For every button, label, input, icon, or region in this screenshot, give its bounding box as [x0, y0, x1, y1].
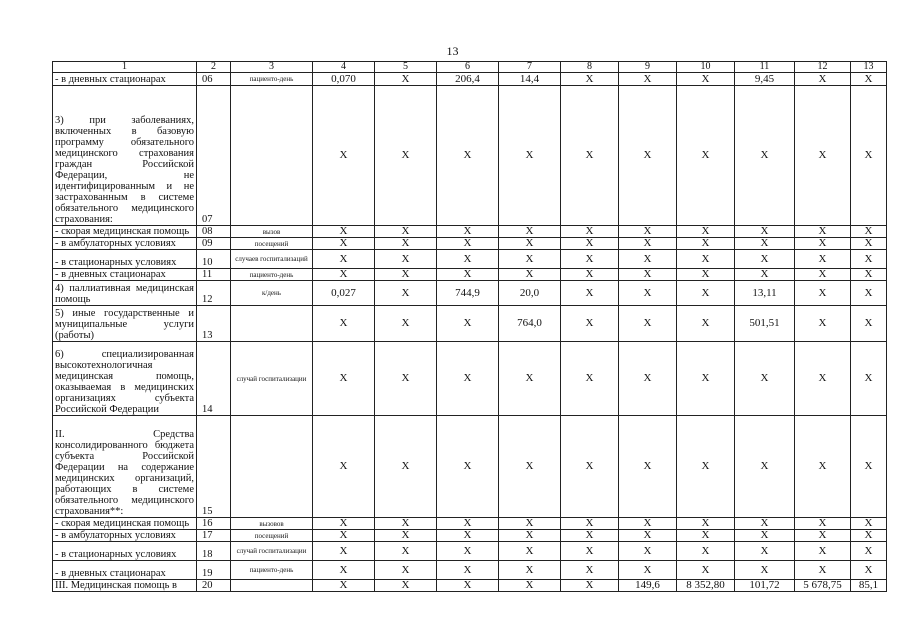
- value-cell: X: [561, 86, 619, 226]
- table-row: [53, 530, 887, 542]
- value-cell: X: [375, 269, 437, 281]
- column-header: 13: [851, 62, 887, 73]
- value-cell: X: [735, 518, 795, 530]
- value-cell: X: [313, 542, 375, 561]
- value-cell: X: [677, 306, 735, 342]
- value-cell: X: [851, 518, 887, 530]
- value-cell: X: [677, 281, 735, 306]
- value-cell: 206,4: [437, 73, 499, 86]
- row-code: 17: [197, 530, 231, 542]
- value-cell: X: [677, 530, 735, 542]
- row-unit: случаев госпитализаций: [231, 250, 313, 269]
- row-name: - скорая медицинская помощь: [53, 518, 197, 530]
- value-cell: X: [795, 281, 851, 306]
- value-cell: X: [795, 518, 851, 530]
- value-cell: X: [313, 416, 375, 518]
- value-cell: X: [499, 580, 561, 592]
- value-cell: X: [619, 518, 677, 530]
- table-row: [53, 342, 887, 416]
- row-name: - в дневных стационарах: [53, 269, 197, 281]
- value-cell: X: [561, 306, 619, 342]
- column-header: 3: [231, 62, 313, 73]
- value-cell: X: [735, 86, 795, 226]
- value-cell: X: [313, 250, 375, 269]
- value-cell: X: [619, 306, 677, 342]
- row-unit: [231, 86, 313, 226]
- value-cell: X: [561, 342, 619, 416]
- column-header: 2: [197, 62, 231, 73]
- value-cell: X: [561, 73, 619, 86]
- value-cell: X: [851, 342, 887, 416]
- table-body: [53, 73, 887, 592]
- value-cell: X: [313, 226, 375, 238]
- value-cell: X: [795, 226, 851, 238]
- row-code: 14: [197, 342, 231, 416]
- value-cell: X: [851, 73, 887, 86]
- value-cell: X: [561, 561, 619, 580]
- value-cell: X: [313, 530, 375, 542]
- value-cell: X: [795, 269, 851, 281]
- value-cell: X: [851, 542, 887, 561]
- value-cell: X: [375, 416, 437, 518]
- row-unit: пациенто-день: [231, 269, 313, 281]
- value-cell: 0,070: [313, 73, 375, 86]
- value-cell: X: [313, 306, 375, 342]
- value-cell: X: [499, 226, 561, 238]
- row-unit: [231, 416, 313, 518]
- row-code: 18: [197, 542, 231, 561]
- value-cell: X: [677, 342, 735, 416]
- value-cell: X: [499, 250, 561, 269]
- row-unit: посещений: [231, 238, 313, 250]
- value-cell: 101,72: [735, 580, 795, 592]
- value-cell: X: [795, 416, 851, 518]
- value-cell: X: [851, 250, 887, 269]
- value-cell: X: [795, 73, 851, 86]
- value-cell: X: [437, 530, 499, 542]
- table-row: [53, 561, 887, 580]
- row-name: - скорая медицинская помощь: [53, 226, 197, 238]
- value-cell: 9,45: [735, 73, 795, 86]
- value-cell: X: [499, 269, 561, 281]
- row-name: 4) паллиативная медицинская помощь: [53, 281, 197, 306]
- value-cell: X: [677, 73, 735, 86]
- value-cell: X: [561, 250, 619, 269]
- value-cell: X: [619, 73, 677, 86]
- value-cell: 5 678,75: [795, 580, 851, 592]
- value-cell: X: [375, 238, 437, 250]
- row-name: - в амбулаторных условиях: [53, 530, 197, 542]
- value-cell: X: [619, 238, 677, 250]
- value-cell: X: [375, 580, 437, 592]
- value-cell: 8 352,80: [677, 580, 735, 592]
- row-name: 3) при заболеваниях, включенных в базовую программу обязательного медицинского страхования граждан Российской Федерации, не идентифицированным и не застрахованным в системе обязательного медицинского страхования:: [53, 86, 197, 226]
- value-cell: X: [619, 542, 677, 561]
- column-header: 7: [499, 62, 561, 73]
- table-row: [53, 518, 887, 530]
- table-row: [53, 269, 887, 281]
- column-header: 8: [561, 62, 619, 73]
- row-code: 13: [197, 306, 231, 342]
- value-cell: X: [735, 342, 795, 416]
- value-cell: X: [735, 250, 795, 269]
- value-cell: X: [619, 561, 677, 580]
- value-cell: X: [795, 306, 851, 342]
- value-cell: X: [619, 281, 677, 306]
- value-cell: 13,11: [735, 281, 795, 306]
- value-cell: X: [499, 518, 561, 530]
- row-code: 19: [197, 561, 231, 580]
- value-cell: X: [313, 342, 375, 416]
- row-code: 12: [197, 281, 231, 306]
- row-unit: посещений: [231, 530, 313, 542]
- value-cell: X: [437, 342, 499, 416]
- value-cell: X: [735, 269, 795, 281]
- value-cell: X: [619, 342, 677, 416]
- value-cell: X: [499, 542, 561, 561]
- row-name: - в стационарных условиях: [53, 250, 197, 269]
- value-cell: X: [437, 518, 499, 530]
- row-code: 15: [197, 416, 231, 518]
- row-name: - в стационарных условиях: [53, 542, 197, 561]
- value-cell: X: [851, 416, 887, 518]
- table-row: [53, 306, 887, 342]
- value-cell: X: [375, 561, 437, 580]
- row-code: 16: [197, 518, 231, 530]
- table-row: [53, 86, 887, 226]
- value-cell: X: [313, 238, 375, 250]
- value-cell: X: [313, 518, 375, 530]
- value-cell: X: [313, 86, 375, 226]
- value-cell: X: [375, 73, 437, 86]
- value-cell: X: [619, 86, 677, 226]
- column-header: 1: [53, 62, 197, 73]
- value-cell: X: [735, 542, 795, 561]
- value-cell: X: [499, 238, 561, 250]
- row-unit: вызовов: [231, 518, 313, 530]
- value-cell: X: [437, 561, 499, 580]
- value-cell: X: [735, 561, 795, 580]
- value-cell: 85,1: [851, 580, 887, 592]
- value-cell: X: [795, 530, 851, 542]
- row-unit: пациенто-день: [231, 73, 313, 86]
- value-cell: X: [499, 342, 561, 416]
- column-header: 5: [375, 62, 437, 73]
- value-cell: X: [375, 530, 437, 542]
- value-cell: X: [851, 561, 887, 580]
- value-cell: X: [375, 226, 437, 238]
- value-cell: X: [735, 530, 795, 542]
- value-cell: X: [561, 269, 619, 281]
- value-cell: X: [561, 226, 619, 238]
- row-name: II. Средства консолидированного бюджета субъекта Российской Федерации на содержание медицинских организаций, работающих в системе обязательного медицинского страхования**:: [53, 416, 197, 518]
- row-code: 20: [197, 580, 231, 592]
- value-cell: X: [851, 281, 887, 306]
- row-name: - в амбулаторных условиях: [53, 238, 197, 250]
- value-cell: X: [795, 542, 851, 561]
- column-header: 9: [619, 62, 677, 73]
- column-header: 6: [437, 62, 499, 73]
- value-cell: X: [313, 269, 375, 281]
- value-cell: X: [619, 416, 677, 518]
- value-cell: X: [561, 530, 619, 542]
- value-cell: X: [619, 269, 677, 281]
- value-cell: X: [795, 238, 851, 250]
- value-cell: X: [677, 86, 735, 226]
- value-cell: X: [795, 342, 851, 416]
- row-unit: [231, 580, 313, 592]
- table-row: [53, 250, 887, 269]
- value-cell: X: [561, 416, 619, 518]
- value-cell: X: [499, 561, 561, 580]
- value-cell: X: [677, 269, 735, 281]
- value-cell: X: [851, 226, 887, 238]
- value-cell: X: [499, 416, 561, 518]
- value-cell: 764,0: [499, 306, 561, 342]
- table-row: [53, 580, 887, 592]
- row-name: 5) иные государственные и муниципальные услуги (работы): [53, 306, 197, 342]
- row-unit: случай госпитализации: [231, 342, 313, 416]
- value-cell: X: [677, 518, 735, 530]
- value-cell: X: [735, 238, 795, 250]
- value-cell: 149,6: [619, 580, 677, 592]
- column-header: 4: [313, 62, 375, 73]
- value-cell: X: [437, 269, 499, 281]
- value-cell: X: [375, 281, 437, 306]
- value-cell: X: [561, 542, 619, 561]
- value-cell: X: [561, 281, 619, 306]
- value-cell: X: [437, 580, 499, 592]
- value-cell: X: [499, 530, 561, 542]
- value-cell: 14,4: [499, 73, 561, 86]
- value-cell: X: [735, 416, 795, 518]
- row-unit: к/день: [231, 281, 313, 306]
- value-cell: X: [375, 518, 437, 530]
- value-cell: 501,51: [735, 306, 795, 342]
- row-unit: пациенто-день: [231, 561, 313, 580]
- value-cell: X: [851, 306, 887, 342]
- value-cell: X: [375, 86, 437, 226]
- value-cell: X: [437, 238, 499, 250]
- value-cell: X: [437, 306, 499, 342]
- row-code: 06: [197, 73, 231, 86]
- value-cell: X: [619, 226, 677, 238]
- value-cell: X: [619, 250, 677, 269]
- row-unit: случай госпитализации: [231, 542, 313, 561]
- table-row: [53, 238, 887, 250]
- value-cell: X: [499, 86, 561, 226]
- value-cell: X: [375, 250, 437, 269]
- value-cell: X: [851, 238, 887, 250]
- value-cell: X: [795, 250, 851, 269]
- value-cell: X: [375, 542, 437, 561]
- value-cell: 0,027: [313, 281, 375, 306]
- table-row: [53, 226, 887, 238]
- value-cell: X: [437, 250, 499, 269]
- value-cell: X: [677, 250, 735, 269]
- value-cell: X: [851, 269, 887, 281]
- column-header: 11: [735, 62, 795, 73]
- value-cell: X: [437, 226, 499, 238]
- row-name: III. Медицинская помощь в: [53, 580, 197, 592]
- health-financing-table: [52, 61, 887, 592]
- value-cell: X: [313, 580, 375, 592]
- value-cell: X: [851, 530, 887, 542]
- value-cell: X: [795, 86, 851, 226]
- value-cell: X: [375, 342, 437, 416]
- header-row: [53, 62, 887, 73]
- value-cell: X: [677, 416, 735, 518]
- value-cell: X: [437, 416, 499, 518]
- value-cell: X: [677, 561, 735, 580]
- value-cell: 20,0: [499, 281, 561, 306]
- value-cell: X: [561, 518, 619, 530]
- table-row: [53, 281, 887, 306]
- page-number: 13: [446, 44, 459, 58]
- value-cell: X: [677, 542, 735, 561]
- row-code: 08: [197, 226, 231, 238]
- table-row: [53, 542, 887, 561]
- row-code: 07: [197, 86, 231, 226]
- value-cell: X: [375, 306, 437, 342]
- value-cell: X: [437, 542, 499, 561]
- column-header: 10: [677, 62, 735, 73]
- value-cell: X: [313, 561, 375, 580]
- row-unit: вызов: [231, 226, 313, 238]
- row-code: 10: [197, 250, 231, 269]
- value-cell: X: [677, 238, 735, 250]
- value-cell: 744,9: [437, 281, 499, 306]
- row-code: 11: [197, 269, 231, 281]
- value-cell: X: [561, 238, 619, 250]
- table-row: [53, 73, 887, 86]
- row-unit: [231, 306, 313, 342]
- row-name: - в дневных стационарах: [53, 73, 197, 86]
- value-cell: X: [795, 561, 851, 580]
- row-code: 09: [197, 238, 231, 250]
- value-cell: X: [677, 226, 735, 238]
- row-name: 6) специализированная высокотехнологичная медицинская помощь, оказываемая в медицинских организациях субъекта Российской Федерации: [53, 342, 197, 416]
- value-cell: X: [735, 226, 795, 238]
- row-name: - в дневных стационарах: [53, 561, 197, 580]
- value-cell: X: [561, 580, 619, 592]
- value-cell: X: [619, 530, 677, 542]
- value-cell: X: [851, 86, 887, 226]
- table-row: [53, 416, 887, 518]
- value-cell: X: [437, 86, 499, 226]
- column-header: 12: [795, 62, 851, 73]
